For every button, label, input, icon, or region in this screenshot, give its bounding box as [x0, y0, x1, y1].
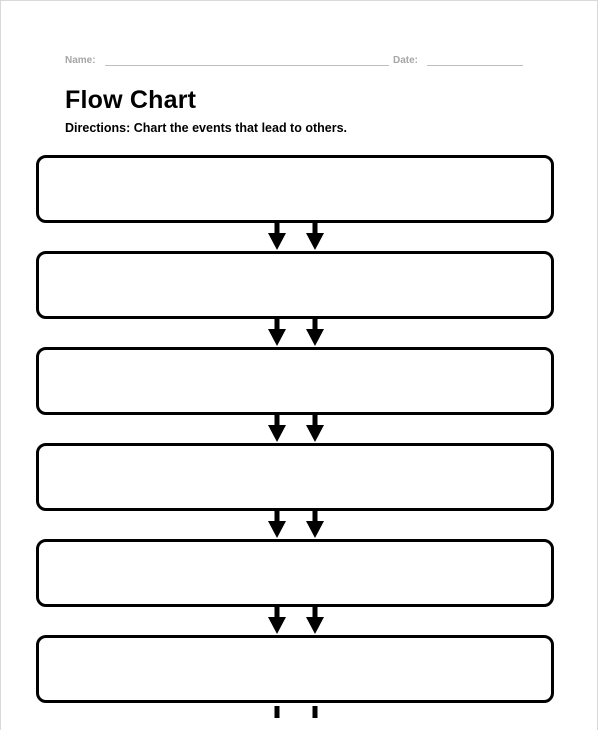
down-arrow-icon	[268, 415, 286, 442]
down-arrow-icon	[306, 319, 324, 346]
down-arrow-icon	[306, 223, 324, 250]
down-arrow-icon	[268, 223, 286, 250]
name-label: Name:	[65, 55, 96, 66]
down-arrow-icon	[268, 511, 286, 538]
header-fields	[65, 55, 535, 69]
page-title: Flow Chart	[65, 86, 197, 114]
down-arrow-icon	[313, 706, 318, 718]
flow-box-5[interactable]	[36, 539, 554, 607]
arrow-pair-1	[268, 223, 324, 250]
date-field[interactable]	[427, 65, 523, 66]
name-field[interactable]	[105, 65, 389, 66]
flow-box-4[interactable]	[36, 443, 554, 511]
flow-box-2[interactable]	[36, 251, 554, 319]
arrow-pair-3	[268, 415, 324, 442]
flow-box-6[interactable]	[36, 635, 554, 703]
flow-box-3[interactable]	[36, 347, 554, 415]
arrow-pair-4	[268, 511, 324, 538]
flow-box-1[interactable]	[36, 155, 554, 223]
down-arrow-icon	[268, 319, 286, 346]
arrow-pair-5	[268, 607, 324, 634]
directions-text: Directions: Chart the events that lead to others.	[65, 121, 347, 135]
down-arrow-icon	[306, 511, 324, 538]
down-arrow-icon	[275, 706, 280, 718]
down-arrow-icon	[306, 415, 324, 442]
date-label: Date:	[393, 55, 419, 66]
arrow-pair-6-partial	[275, 706, 318, 718]
down-arrow-icon	[306, 607, 324, 634]
arrow-pair-2	[268, 319, 324, 346]
down-arrow-icon	[268, 607, 286, 634]
